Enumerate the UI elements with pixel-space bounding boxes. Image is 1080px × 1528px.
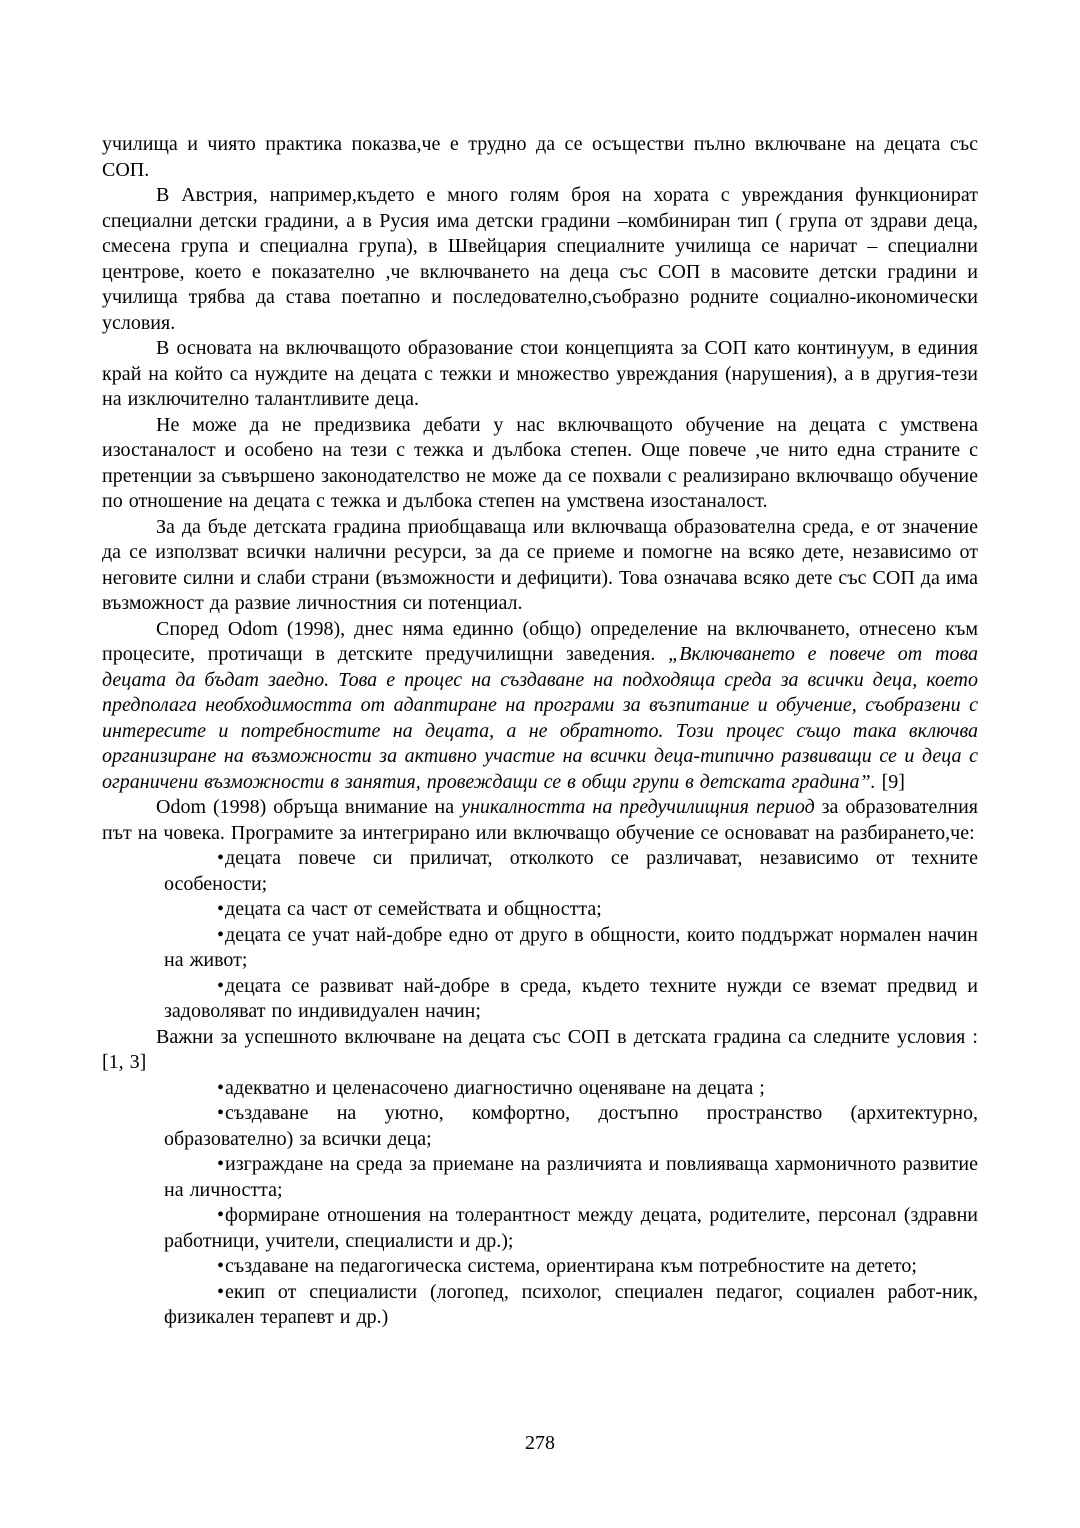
text-run: Важни за успешното включване на децата със СОП в детската градина са следните условия : [1, 3] [102, 1025, 978, 1073]
paragraph [102, 795, 978, 846]
text-run: Според Odom (1998), днес няма единно (общо) определение на включването, отнесено към процесите, протичащи в детските предучилищни заведения. [102, 617, 978, 665]
text-run: За да бъде детската градина приобщаваща или включваща образователна среда, е от значение да се използват всички налични ресурси, за да се приеме и помогне на всяко дете, независимо от неговите силни и слаби страни (възможности и дефицити). Това означава всяко дете със СОП да има възможност да развие личностния си потенциал. [102, 515, 978, 614]
text-run: децата са част от семействата и общността; [225, 898, 602, 920]
paragraph [102, 183, 978, 336]
paragraph [102, 617, 978, 796]
text-run: децата се учат най-добре едно от друго в общности, които поддържат нормален начин на живот; [164, 923, 978, 971]
text-run: Odom (1998) обръща внимание на [156, 796, 462, 818]
bullet-icon: • [217, 923, 225, 946]
text-run: децата се развиват най-добре в среда, където техните нужди се вземат предвид и задоволяват по индивидуален начин; [164, 974, 978, 1022]
bullet-item [164, 1101, 978, 1152]
text-run: за образователния път на човека. Програмите за интегрирано или включващо обучение се основават на разбирането,че: [102, 796, 978, 844]
page-number: 278 [525, 1432, 555, 1454]
bullet-item [164, 1280, 978, 1331]
bullet-icon: • [217, 847, 225, 869]
bullet-icon: • [217, 1153, 225, 1175]
text-run: адекватно и целенасочено диагностично оценяване на децата ; [225, 1076, 765, 1099]
text-run: екип от специалисти (логопед, психолог, специален педагог, социален работ-ник, физикален терапевт и др.) [164, 1280, 978, 1328]
paragraph [102, 413, 978, 515]
bullet-icon: • [217, 1280, 225, 1303]
paragraph [102, 132, 978, 183]
bullet-item [164, 923, 978, 974]
text-run: [9] [875, 770, 905, 793]
text-run: В основата на включващото образование стои концепцията за СОП като континуум, в единия край на който са нуждите на децата с тежки и множество увреждания (нарушения), а в другия-тези на изключително талантливите деца. [102, 337, 978, 410]
text-run: създаване на педагогическа система, ориентирана към потребностите на детето; [225, 1255, 917, 1277]
text-run: изграждане на среда за приемане на различията и повлияваща хармоничното развитие на личността; [164, 1153, 978, 1201]
bullet-item [164, 974, 978, 1025]
bullet-icon: • [217, 1255, 225, 1277]
text-block [102, 132, 978, 1331]
bullet-item [164, 846, 978, 897]
bullet-icon: • [217, 974, 225, 997]
bullet-item [164, 1152, 978, 1203]
text-run-italic: „Включването е повече от това децата да бъдат заедно. Това е процес на създаване на подходяща среда за всички деца, което предполага необходимостта от адаптиране на програми за възпитание и обучение, съобразени с интересите и потребностите на децата, а не обратното. Този процес също така включва организиране на възможности за активно участие на всички деца-типично развиващи се и деца с ограничени възможности в занятия, провеждащи се в общи групи в детската градина”. [102, 643, 978, 793]
bullet-icon: • [217, 1076, 225, 1099]
text-run: училища и чиято практика показва,че е трудно да се осъществи пълно включване на децата със СОП. [102, 133, 978, 181]
bullet-item [164, 1203, 978, 1254]
paragraph [102, 515, 978, 617]
text-run: В Австрия, например,където е много голям броя на хората с увреждания функционират специални детски градини, а в Русия има детски градини –комбиниран тип ( група от здрави деца, смесена група и специална група), в Швейцария специалните училища се наричат – специални центрове, което е показателно ,че включването на деца със СОП в масовите детски градини и училища трябва да става поетапно и последователно,съобразно родните социално-икономически условия. [102, 184, 978, 334]
bullet-item [164, 897, 978, 923]
paragraph [102, 1025, 978, 1076]
bullet-item [164, 1076, 978, 1102]
text-run: създаване на уютно, комфортно, достъпно пространство (архитектурно, образователно) за всички деца; [164, 1102, 978, 1150]
paragraph [102, 336, 978, 413]
text-run: формиране отношения на толерантност между децата, родителите, персонал (здравни работници, учители, специалисти и др.); [164, 1204, 978, 1252]
text-run: Не може да не предизвика дебати у нас включващото обучение на децата с умствена изостаналост и особено на тези с тежка и дълбока степен. Още повече ,че нито една страните с претенции за съвършено законодателство не може да се похвали с реализирано включващо обучение по отношение на децата с тежка и дълбока степен на умствена изостаналост. [102, 413, 978, 512]
bullet-icon: • [217, 1102, 225, 1124]
bullet-icon: • [217, 1204, 225, 1226]
bullet-item [164, 1254, 978, 1280]
bullet-icon: • [217, 898, 225, 920]
text-run: децата повече си приличат, отколкото се различават, независимо от техните особености; [164, 847, 978, 895]
text-run-italic: уникалността на предучилищния период [461, 796, 822, 818]
